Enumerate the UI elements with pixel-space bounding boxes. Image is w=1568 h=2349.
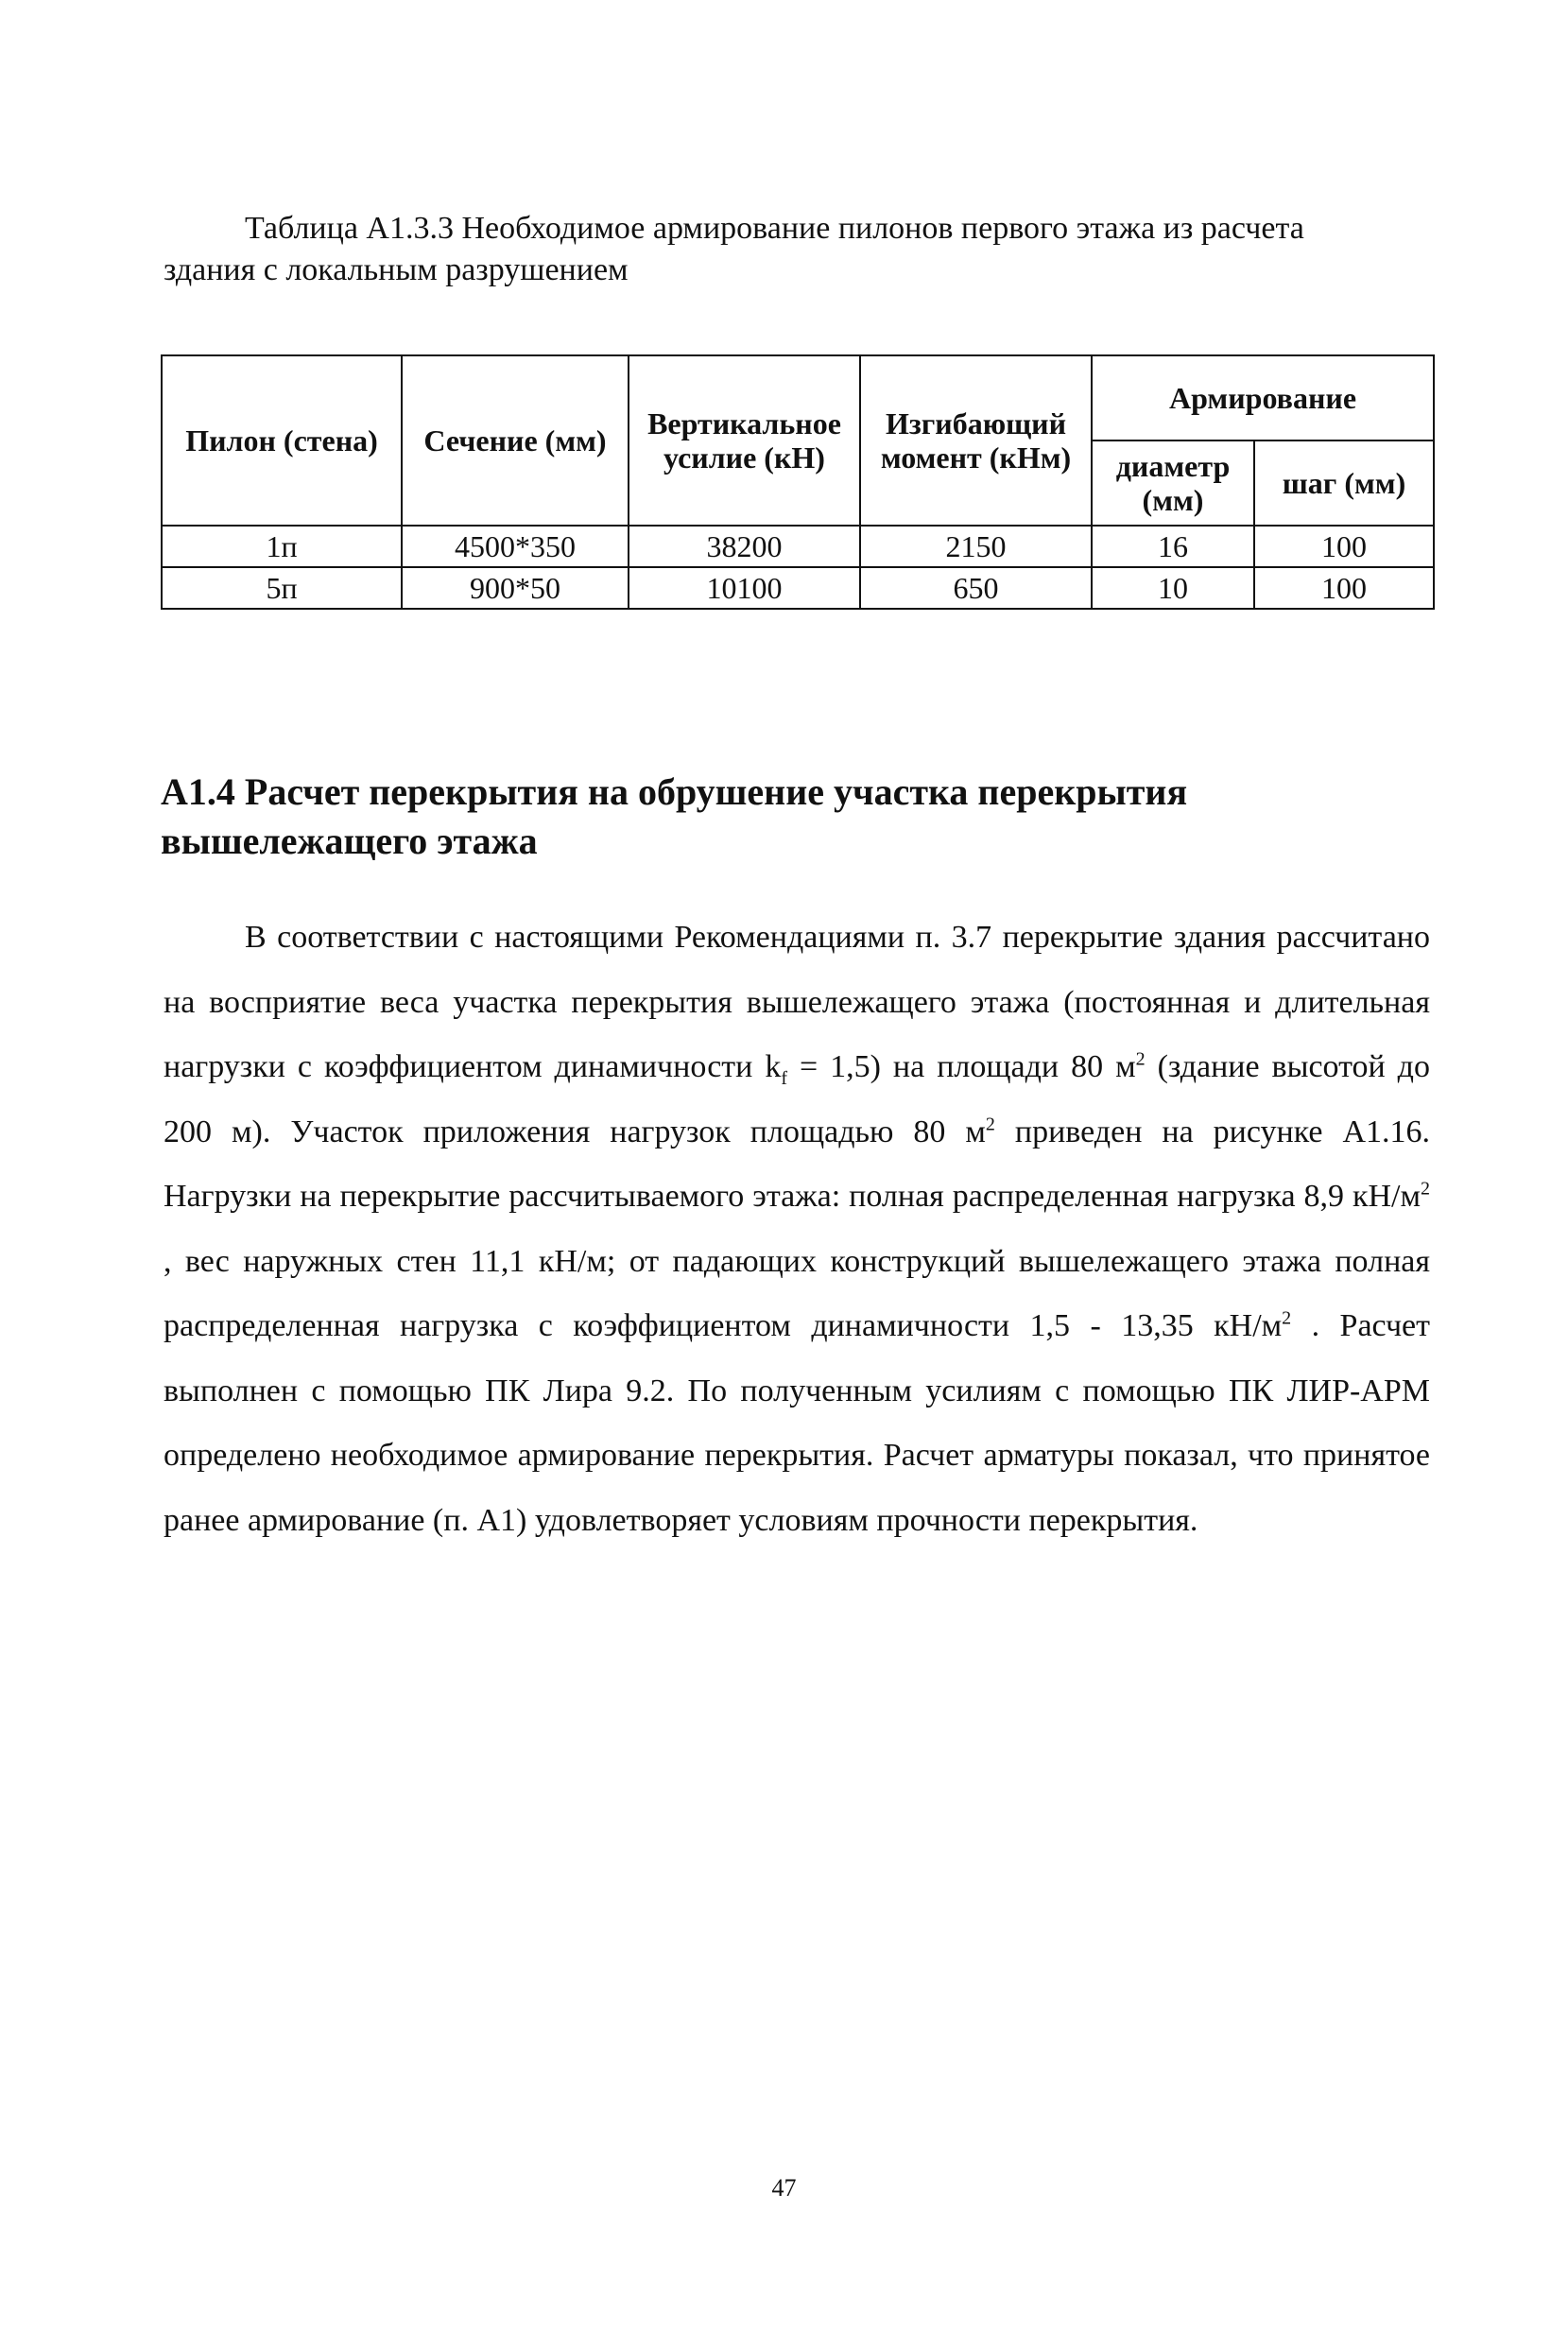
superscript: 2 bbox=[1135, 1048, 1146, 1070]
text-segment: . Расчет выполнен с помощью ПК Лира 9.2. По полученным усилиям с помощью ПК ЛИР-АРМ определено необходимое армирование перекрытия. Расчет арматуры показал, что принятое ранее армирование (п. А1) удовлетворяет условиям прочности перекрытия. bbox=[164, 1308, 1430, 1538]
text-segment: (здание высотой до 200 м). Участок приложения нагрузок площадью 80 м bbox=[164, 1049, 1430, 1149]
subscript: f bbox=[781, 1067, 787, 1089]
paragraph bbox=[164, 906, 1430, 1553]
text-segment: В соответствии с настоящими Рекомендациями п. 3.7 перекрытие здания рассчитано на восприятие веса участка перекрытия вышележащего этажа (постоянная и длительная нагрузки с коэффициентом динамичности k bbox=[164, 920, 1430, 1084]
cell-moment: 650 bbox=[860, 567, 1092, 609]
cell-diameter: 16 bbox=[1092, 526, 1254, 567]
cell-force: 38200 bbox=[629, 526, 860, 567]
header-step: шаг (мм) bbox=[1254, 440, 1434, 526]
cell-section: 4500*350 bbox=[402, 526, 629, 567]
text-segment: , вес наружных стен 11,1 кН/м; от падающих конструкций вышележащего этажа полная распределенная нагрузка с коэффициентом динамичности 1,5 - 13,35 кН/м bbox=[164, 1243, 1430, 1343]
table-caption-line1: Таблица А1.3.3 Необходимое армирование пилонов первого этажа из расчета bbox=[245, 211, 1304, 246]
cell-force: 10100 bbox=[629, 567, 860, 609]
cell-diameter: 10 bbox=[1092, 567, 1254, 609]
header-diameter: диаметр (мм) bbox=[1092, 440, 1254, 526]
cell-section: 900*50 bbox=[402, 567, 629, 609]
cell-pylon: 5п bbox=[162, 567, 402, 609]
header-pylon: Пилон (стена) bbox=[162, 355, 402, 526]
text-segment: приведен на рисунке А1.16. Нагрузки на перекрытие рассчитываемого этажа: полная распределенная нагрузка 8,9 кН/м bbox=[164, 1114, 1430, 1214]
header-section: Сечение (мм) bbox=[402, 355, 629, 526]
superscript: 2 bbox=[1421, 1178, 1430, 1200]
header-bending-moment: Изгибающий момент (кНм) bbox=[860, 355, 1092, 526]
reinforcement-table bbox=[161, 354, 1435, 610]
superscript: 2 bbox=[1282, 1307, 1292, 1329]
table-header-row bbox=[162, 355, 1434, 440]
page-number: 47 bbox=[771, 2174, 797, 2202]
table-row bbox=[162, 567, 1434, 609]
cell-pylon: 1п bbox=[162, 526, 402, 567]
header-vertical-force: Вертикальное усилие (кН) bbox=[629, 355, 860, 526]
cell-moment: 2150 bbox=[860, 526, 1092, 567]
cell-step: 100 bbox=[1254, 567, 1434, 609]
table-caption bbox=[164, 208, 1430, 291]
section-heading: А1.4 Расчет перекрытия на обрушение участка перекрытия вышележащего этажа bbox=[161, 770, 1188, 862]
superscript: 2 bbox=[985, 1114, 995, 1135]
table-caption-line2: здания с локальным разрушением bbox=[164, 252, 629, 287]
text-segment: = 1,5) на площади 80 м bbox=[787, 1049, 1136, 1084]
table-row bbox=[162, 526, 1434, 567]
header-reinforcement: Армирование bbox=[1092, 355, 1434, 440]
cell-step: 100 bbox=[1254, 526, 1434, 567]
body-paragraph bbox=[164, 906, 1430, 1553]
